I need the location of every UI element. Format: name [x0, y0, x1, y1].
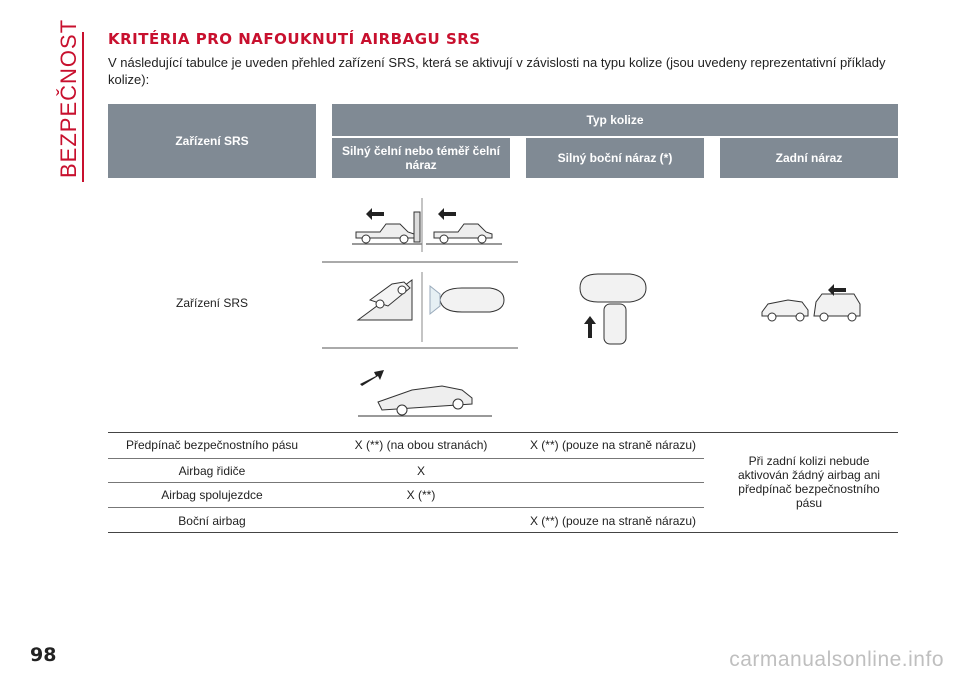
row-device: Airbag spolujezdce [161, 488, 263, 502]
frontal-crash-illustrations [322, 190, 522, 430]
header-rear: Zadní náraz [720, 138, 898, 178]
row-divider [108, 432, 898, 433]
table-bottom-border [108, 532, 898, 533]
row-frontal: X [416, 464, 425, 478]
row-side: X (**) (pouze na straně nárazu) [529, 514, 697, 528]
row-device: Boční airbag [178, 514, 246, 528]
header-device: Zařízení SRS [108, 104, 316, 178]
page-number: 98 [30, 644, 57, 666]
row-device: Airbag řidiče [178, 464, 246, 478]
row-frontal: X (**) [406, 488, 436, 502]
section-label: BEZPEČNOST [56, 18, 81, 178]
row-divider [108, 458, 704, 459]
header-frontal: Silný čelní nebo téměř čelní náraz [332, 138, 510, 178]
rear-collision-note: Při zadní kolizi nebude aktivován žádný airbag ani předpínač bezpečnostního pásu [737, 454, 881, 510]
page-heading: KRITÉRIA PRO NAFOUKNUTÍ AIRBAGU SRS [108, 30, 481, 48]
row-divider [108, 507, 704, 508]
rear-crash-illustration [758, 280, 868, 330]
row-divider [108, 482, 704, 483]
row-frontal: X (**) (na obou stranách) [354, 438, 488, 452]
row-device: Předpínač bezpečnostního pásu [125, 438, 299, 452]
intro-paragraph: V následující tabulce je uveden přehled zařízení SRS, která se aktivují v závislosti na typu kolize (jsou uvedeny reprezentativní příklady kolize): [108, 55, 886, 87]
side-crash-illustration [568, 264, 658, 354]
header-collision-type: Typ kolize [332, 104, 898, 136]
watermark: carmanualsonline.info [729, 648, 944, 671]
illustration-row-label: Zařízení SRS [175, 296, 249, 310]
header-side: Silný boční náraz (*) [526, 138, 704, 178]
row-side: X (**) (pouze na straně nárazu) [529, 438, 697, 452]
